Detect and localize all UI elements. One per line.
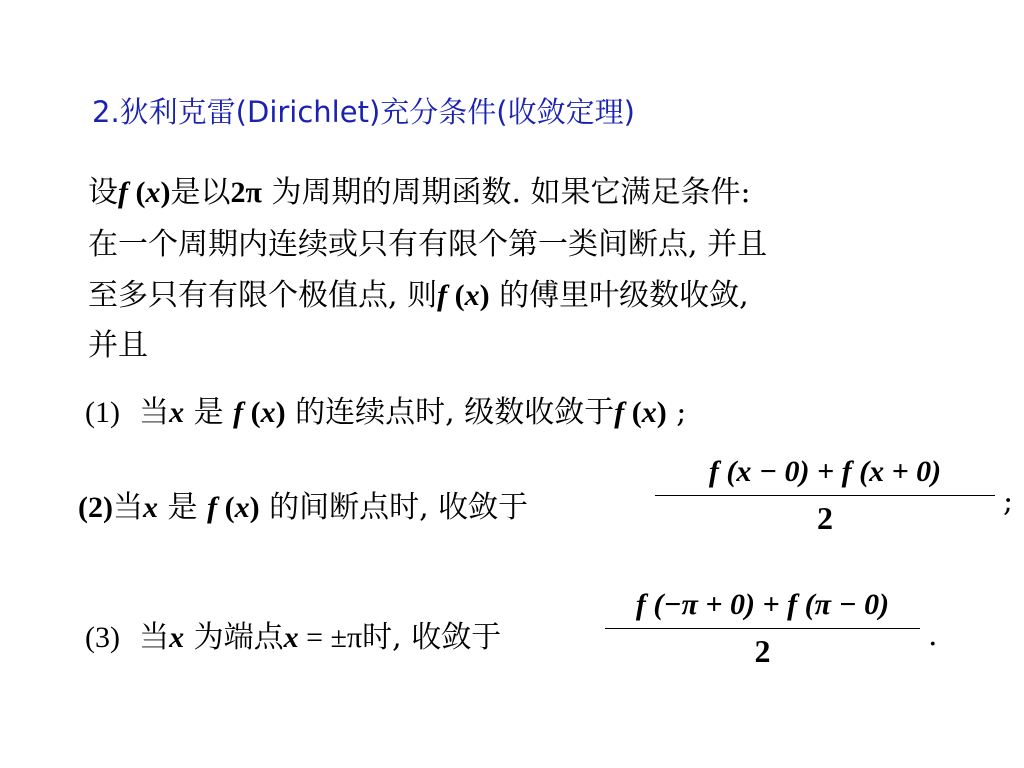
math-x: x bbox=[169, 621, 185, 654]
text-segment: 为端点 bbox=[184, 620, 284, 655]
math-x: x bbox=[169, 396, 185, 429]
condition-label: (2) bbox=[78, 491, 113, 524]
math-equals-pm-pi: = ±π bbox=[298, 621, 363, 654]
text-segment: 的傅里叶级数收敛, bbox=[489, 278, 749, 313]
math-x: x bbox=[145, 176, 161, 209]
math-paren: ) bbox=[656, 396, 667, 429]
theorem-line-3 bbox=[88, 268, 749, 324]
math-f: f bbox=[118, 176, 128, 209]
text-segment: 设 bbox=[88, 175, 118, 210]
fraction-numerator: f (x − 0) + f (x + 0) bbox=[708, 455, 942, 488]
math-f: f bbox=[614, 396, 625, 429]
text-segment: 当 bbox=[139, 620, 170, 655]
math-paren: ) bbox=[160, 176, 171, 209]
math-x: x bbox=[142, 491, 158, 524]
text-segment: 为周期的周期函数. 如果它满足条件: bbox=[261, 175, 751, 210]
condition-3 bbox=[85, 612, 501, 656]
fraction-numerator: f (−π + 0) + f (π − 0) bbox=[635, 588, 890, 621]
text-segment: 是 bbox=[184, 395, 234, 430]
condition-1 bbox=[85, 387, 686, 431]
text-segment: 当 bbox=[139, 395, 170, 430]
math-x: x bbox=[464, 279, 480, 312]
text-segment: 时, 收敛于 bbox=[362, 620, 502, 655]
condition-3-tail: . bbox=[928, 618, 938, 653]
fraction-bar bbox=[655, 495, 995, 496]
math-x: x bbox=[283, 621, 299, 654]
math-f: f bbox=[233, 396, 244, 429]
math-f: f bbox=[207, 491, 218, 524]
math-x: x bbox=[234, 491, 250, 524]
math-x: x bbox=[641, 396, 657, 429]
fraction-bar bbox=[605, 628, 920, 629]
math-paren: ) bbox=[479, 279, 490, 312]
math-f: f bbox=[437, 279, 448, 312]
math-x: x bbox=[260, 396, 276, 429]
condition-2-tail: ; bbox=[1003, 484, 1014, 519]
math-paren: ( bbox=[217, 491, 235, 524]
math-paren: ) bbox=[249, 491, 260, 524]
text-segment: ; bbox=[666, 395, 687, 430]
fraction-2 bbox=[655, 455, 995, 537]
text-segment: 的间断点时, 收敛于 bbox=[259, 490, 529, 525]
condition-label: (1) bbox=[85, 396, 120, 429]
math-paren: ( bbox=[243, 396, 261, 429]
section-title: 2.狄利克雷(Dirichlet)充分条件(收敛定理) bbox=[92, 95, 635, 129]
condition-2 bbox=[78, 482, 528, 526]
theorem-line-4: 并且 bbox=[88, 328, 148, 363]
theorem-line-1 bbox=[88, 165, 751, 221]
math-paren: ( bbox=[624, 396, 642, 429]
math-paren: ( bbox=[447, 279, 465, 312]
text-segment: 至多只有有限个极值点, 则 bbox=[88, 278, 438, 313]
fraction-3 bbox=[605, 588, 920, 670]
condition-label: (3) bbox=[85, 621, 120, 654]
math-2pi: 2π bbox=[230, 176, 262, 209]
theorem-line-2: 在一个周期内连续或只有有限个第一类间断点, 并且 bbox=[88, 227, 768, 262]
text-segment: 是以 bbox=[170, 175, 231, 210]
math-paren: ) bbox=[275, 396, 286, 429]
fraction-denominator: 2 bbox=[817, 500, 833, 536]
text-segment: 当 bbox=[112, 490, 143, 525]
fraction-denominator: 2 bbox=[754, 633, 771, 669]
text-segment: 是 bbox=[157, 490, 208, 525]
math-paren: ( bbox=[128, 176, 146, 209]
text-segment: 的连续点时, 级数收敛于 bbox=[285, 395, 615, 430]
